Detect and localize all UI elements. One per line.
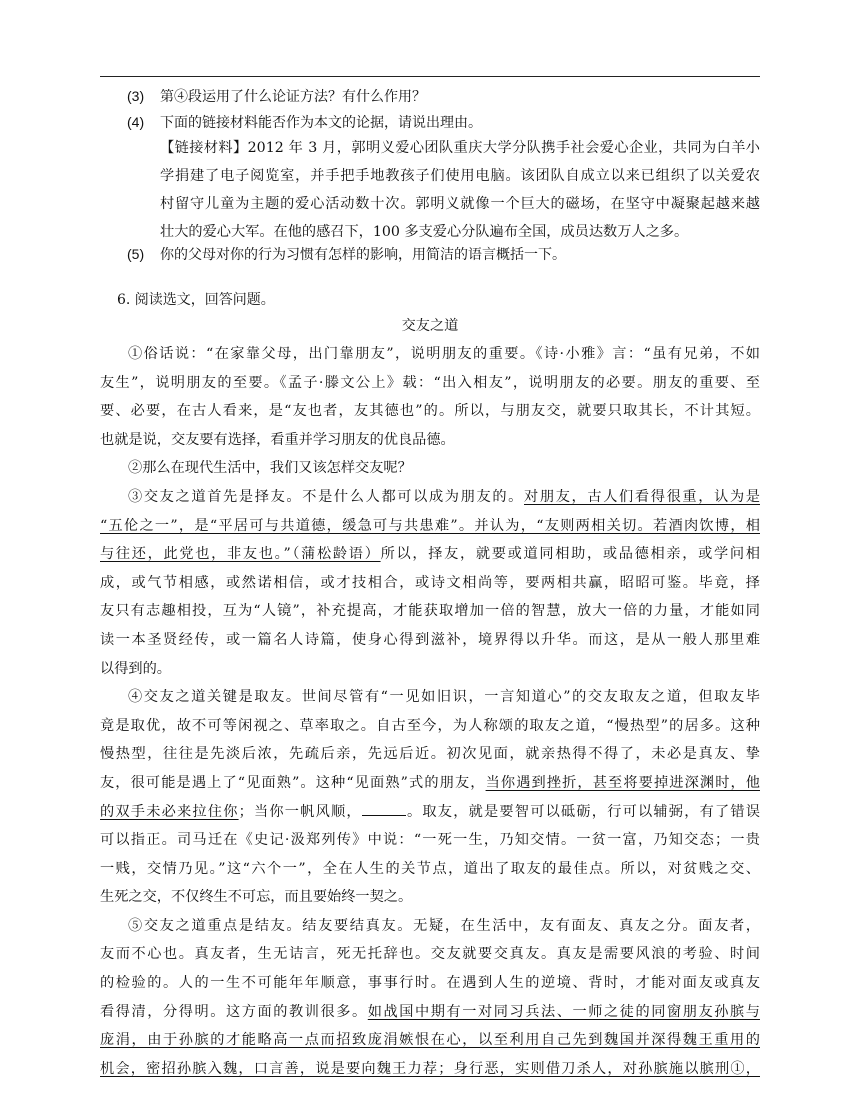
text-span: 看得清，分得明。这方面的教训很多。 [100, 1003, 368, 1020]
text-line [100, 1026, 760, 1055]
article-body [100, 340, 760, 1083]
article-title: 交友之道 [401, 318, 459, 334]
text-line: 慢热型，往往是先淡后浓，先疏后亲，先远后近。初次见面，就亲热得不得了，未必是真友、挚 [100, 746, 760, 763]
underlined-text: 机会，密招孙膑入魏，口言善，说是要向魏王力荐；身行恶，实则借刀杀人，对孙膑施以膑刑①， [100, 1060, 760, 1077]
text-span: 所以，择友，就要或道同相助，或品德相亲，或学问相 [380, 546, 760, 563]
question-number: (5) [127, 246, 145, 262]
question-text: 你的父母对你的行为习惯有怎样的影响，用简洁的语言概括一下。 [160, 247, 566, 263]
underlined-text: 庞涓，由于孙膑的才能略高一点而招致庞涓嫉恨在心，以至利用自己先到魏国并深得魏王重用的 [100, 1032, 760, 1049]
text-line: 生死之交，不仅终生不可忘，而且要始终一契之。 [100, 889, 413, 906]
underlined-text: 的双手未必来拉住你 [100, 803, 239, 820]
paragraph-5 [100, 912, 760, 1084]
text-line [100, 798, 760, 827]
link-material [160, 134, 760, 246]
underlined-text: 对朋友，古人们看得很重，认为是 [524, 488, 760, 505]
text-line [100, 483, 760, 512]
text-line: ①俗话说：“在家靠父母，出门靠朋友”，说明朋友的重要。《诗·小雅》言：“虽有兄弟，不如 [128, 346, 760, 362]
text-line: ④交友之道关键是取友。世间尽管有“一见如旧识，一言知道心”的交友取友之道，但取友毕 [128, 689, 760, 706]
text-line: ⑤交友之道重点是结友。结友要结真友。无疑，在生活中，友有面友、真友之分。面友者， [128, 917, 760, 934]
text-line: ②那么在现代生活中，我们又该怎样交友呢？ [128, 460, 412, 477]
question-6-label: 6. 阅读选文，回答问题。 [117, 292, 275, 308]
text-line: 读一本圣贤经传，或一篇名人诗篇，使身心得到滋补，境界得以升华。而这，是从一般人那里难 [100, 631, 760, 648]
text-span: ③交友之道首先是择友。不是什么人都可以成为朋友的。 [128, 488, 525, 505]
text-span: 。取友，就是要智可以砥砺，行可以辅弼，有了错误 [405, 803, 760, 820]
text-line [100, 998, 760, 1027]
text-span: 友，很可能是遇上了“见面熟”。这种“见面熟”式的朋友， [100, 774, 486, 791]
answer-blank[interactable] [362, 803, 406, 816]
link-line: 学捐建了电子阅览室，并手把手地教孩子们使用电脑。该团队自成立以来已组织了以关爱农 [160, 168, 760, 184]
link-line: 村留守儿童为主题的爱心活动数十次。郭明义就像一个巨大的磁场，在坚守中凝聚起越来越 [160, 196, 760, 212]
question-number: (3) [127, 88, 145, 104]
text-line: 友生”，说明朋友的至要。《孟子·滕文公上》载：“出入相友”，说明朋友的必要。朋友的重要、至 [100, 374, 760, 391]
underlined-text: 如战国中期有一对同习兵法、一师之徒的同窗朋友孙膑与 [367, 1003, 760, 1020]
question-3 [127, 86, 426, 107]
text-line [100, 769, 760, 798]
text-line: 要、必要，在古人看来，是“友也者，友其德也”的。所以，与朋友交，就要只取其长，不计其短。 [100, 403, 760, 420]
text-line: 以得到的。 [100, 660, 171, 677]
underlined-text: 当你遇到挫折，甚至将要掉进深渊时，他 [485, 774, 760, 791]
paragraph-2 [100, 454, 760, 483]
question-text: 下面的链接材料能否作为本文的论据，请说出理由。 [160, 115, 482, 131]
question-number: (4) [127, 114, 145, 130]
underlined-text: “五伦之一”，是“平居可与共道德，缓急可与共患难”。并认为，“友则两相关切。若酒肉饮博，相 [100, 517, 760, 534]
link-line: 壮大的爱心大军。在他的感召下，100 多支爱心分队遍布全国，成员达数万人之多。 [160, 224, 689, 240]
underlined-text: 与往还，此党也，非友也。”（蒲松龄语） [100, 546, 381, 563]
text-line [100, 1055, 760, 1084]
text-line: 的检验的。人的一生不可能年年顺意，事事行时。在遇到人生的逆境、背时，才能对面友或真友 [100, 975, 760, 992]
text-line [100, 512, 760, 541]
text-line: 也就是说，交友要有选择，看重并学习朋友的优良品德。 [100, 431, 455, 448]
question-5 [127, 244, 566, 265]
header-rule [100, 76, 760, 77]
question-4 [127, 112, 482, 133]
text-span: ；当你一帆风顺， [238, 803, 362, 820]
text-line: 可以指正。司马迁在《史记·汲郑列传》中说：“一死一生，乃知交情。一贫一富，乃知交态；一贵 [100, 832, 760, 849]
text-line [100, 540, 760, 569]
text-line: 一贱，交情乃见。”这“六个一”，全在人生的关节点，道出了取友的最佳点。所以，对贫贱之交、 [100, 860, 760, 877]
paragraph-1 [100, 340, 760, 454]
text-line: 友只有志趣相投，互为“人镜”，补充提高，才能获取增加一倍的智慧，放大一倍的力量，才能如同 [100, 603, 760, 620]
link-line: 【链接材料】2012 年 3 月，郭明义爱心团队重庆大学分队携手社会爱心企业，共同为白羊小 [160, 140, 760, 156]
text-line: 成，或气节相感，或然诺相信，或才技相合，或诗文相尚等，要两相共赢，昭昭可鉴。毕竟，择 [100, 574, 760, 591]
text-line: 友而不心也。真友者，生无诘言，死无托辞也。交友就要交真友。真友是需要风浪的考验、时间 [100, 946, 760, 963]
paragraph-4 [100, 683, 760, 912]
text-line: 竟是取优，故不可等闲视之、草率取之。自古至今，为人称颂的取友之道，“慢热型”的居多。这种 [100, 717, 760, 734]
question-text: 第④段运用了什么论证方法？有什么作用？ [160, 89, 426, 105]
paragraph-3 [100, 483, 760, 683]
